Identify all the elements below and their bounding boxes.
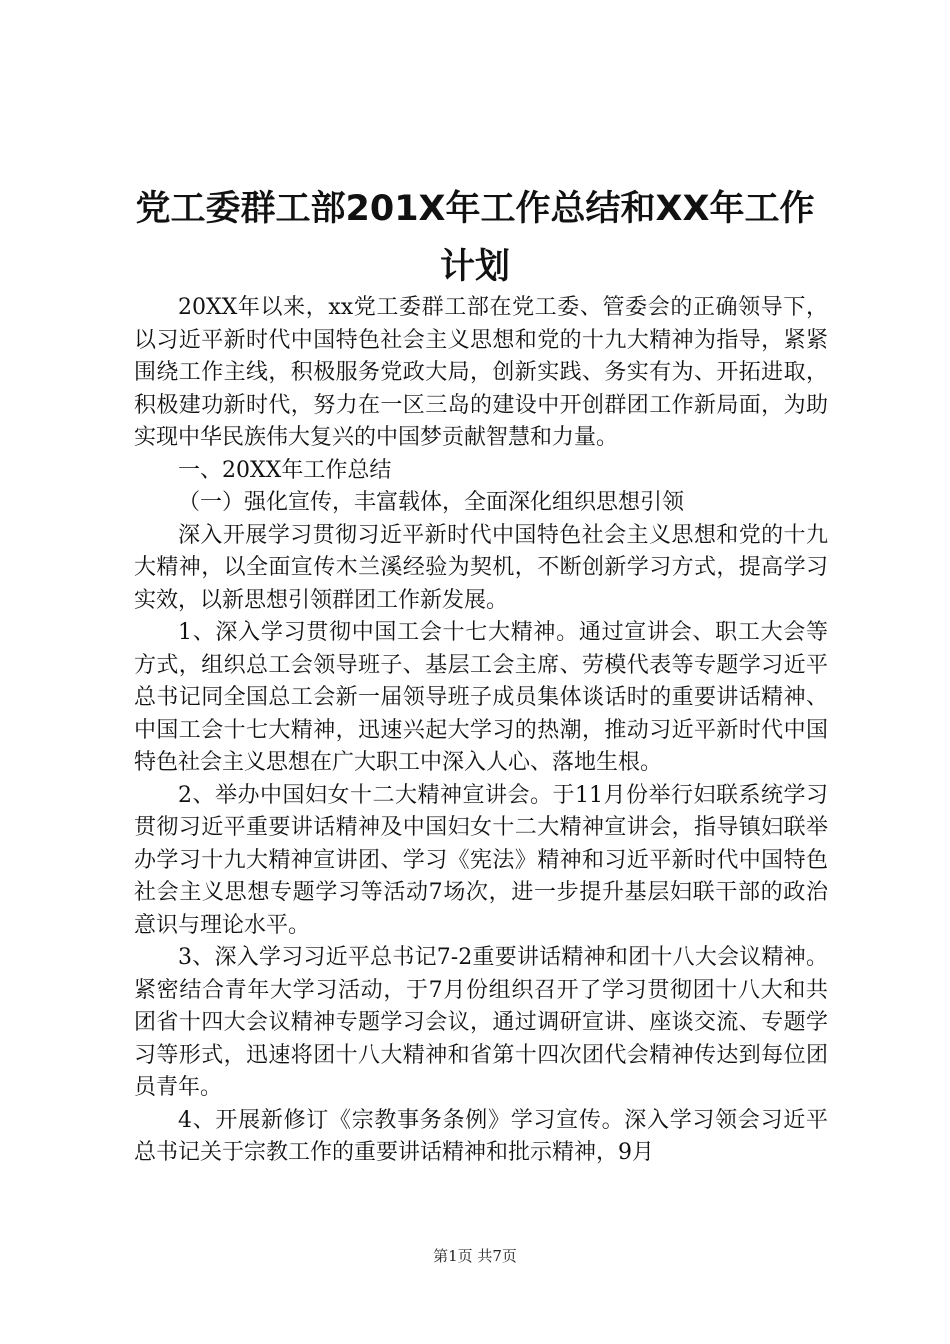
subsection-heading: （一）强化宣传，丰富载体，全面深化组织思想引领 (178, 490, 685, 515)
page-number-footer: 第1页 共7页 (433, 1247, 517, 1265)
document-body (134, 292, 828, 1170)
body-paragraph: 2、举办中国妇女十二大精神宣讲会。于11月份举行妇联系统学习贯彻习近平重要讲话精神及中国妇女十二大精神宣讲会，指导镇妇联举办学习十九大精神宣讲团、学习《宪法》精神和习近平新时代中国特色社会主义思想专题学习等活动7场次，进一步提升基层妇联干部的政治意识与理论水平。 (134, 782, 828, 938)
body-paragraph: 4、开展新修订《宗教事务条例》学习宣传。深入学习领会习近平总书记关于宗教工作的重要讲话精神和批示精神，9月 (134, 1107, 828, 1165)
section-heading: 一、20XX年工作总结 (178, 457, 392, 483)
body-paragraph: 深入开展学习贯彻习近平新时代中国特色社会主义思想和党的十九大精神，以全面宣传木兰溪经验为契机，不断创新学习方式，提高学习实效，以新思想引领群团工作新发展。 (134, 522, 828, 613)
body-paragraph: 1、深入学习贯彻中国工会十七大精神。通过宣讲会、职工大会等方式，组织总工会领导班子、基层工会主席、劳模代表等专题学习近平总书记同全国总工会新一届领导班子成员集体谈话时的重要讲话精神、中国工会十七大精神，迅速兴起大学习的热潮，推动习近平新时代中国特色社会主义思想在广大职工中深入人心、落地生根。 (134, 620, 828, 775)
body-paragraph: 3、深入学习习近平总书记7-2重要讲话精神和团十八大会议精神。紧密结合青年大学习活动，于7月份组织召开了学习贯彻团十八大和共团省十四大会议精神专题学习会议，通过调研宣讲、座谈交流、专题学习等形式，迅速将团十八大精神和省第十四次团代会精神传达到每位团员青年。 (134, 945, 828, 1100)
intro-paragraph: 20XX年以来，xx党工委群工部在党工委、管委会的正确领导下，以习近平新时代中国特色社会主义思想和党的十九大精神为指导，紧紧围绕工作主线，积极服务党政大局，创新实践、务实有为、开拓进取，积极建功新时代，努力在一区三岛的建设中开创群团工作新局面，为助实现中华民族伟大复兴的中国梦贡献智慧和力量。 (134, 295, 828, 450)
document-title: 党工委群工部201X年工作总结和XX年工作计划 (135, 189, 815, 287)
